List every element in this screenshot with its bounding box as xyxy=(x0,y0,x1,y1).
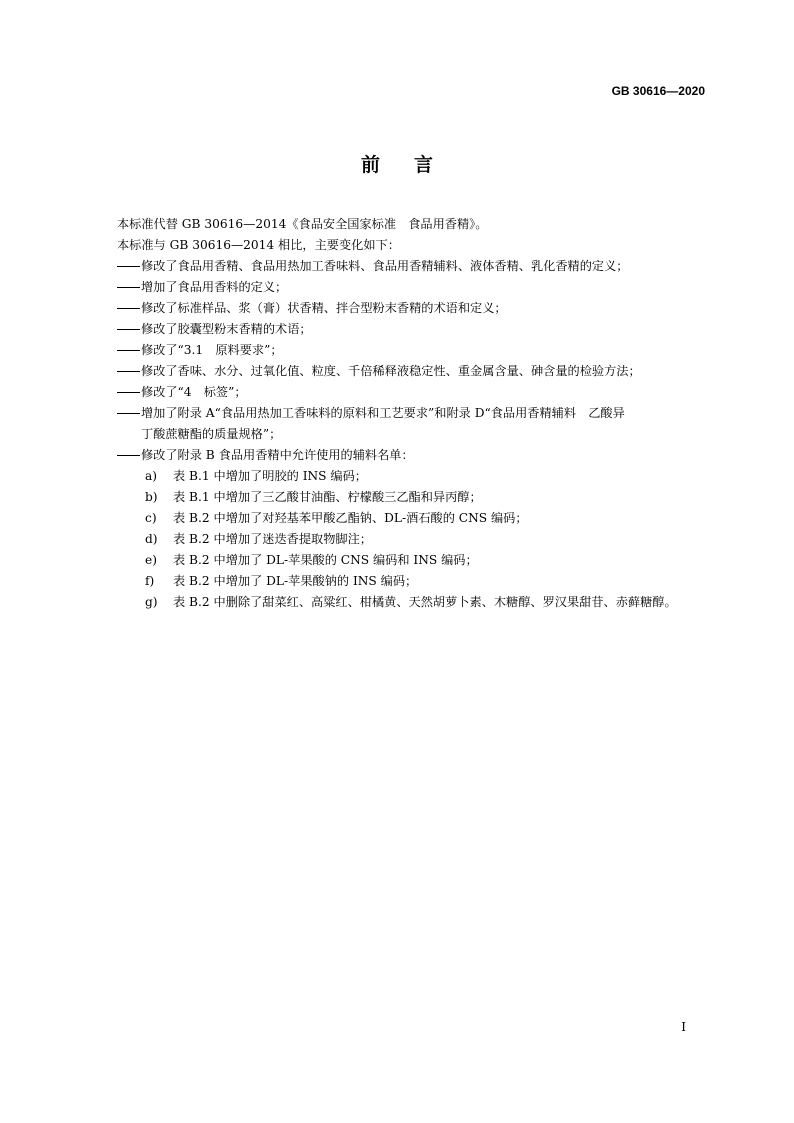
change-item-continuation: 丁酸蔗糖酯的质量规格”； xyxy=(141,427,282,441)
change-item xyxy=(117,256,707,277)
sub-list-item xyxy=(117,571,707,592)
standard-number: GB 30616—2020 xyxy=(611,84,705,98)
change-item xyxy=(117,298,707,319)
change-item xyxy=(117,445,707,466)
change-item-text: 修改了“4 标签”； xyxy=(141,385,247,399)
sub-list-letter: e) xyxy=(145,553,157,567)
sub-list-item xyxy=(117,592,707,613)
change-item-text: 修改了胶囊型粉末香精的术语； xyxy=(141,322,312,336)
dash-mark xyxy=(117,382,141,403)
dash-mark xyxy=(117,277,141,298)
paragraph-comparison: 本标准与 GB 30616—2014 相比，主要变化如下： xyxy=(117,238,400,252)
paragraph-replacement: 本标准代替 GB 30616—2014《食品安全国家标准 食品用香精》。 xyxy=(117,217,488,231)
change-item-text: 修改了食品用香精、食品用热加工香味料、食品用香精辅料、液体香精、乳化香精的定义； xyxy=(141,259,629,273)
sub-list-letter: a) xyxy=(145,469,158,483)
page-number: I xyxy=(681,1020,686,1034)
change-item-text: 增加了附录 A“食品用热加工香味料的原料和工艺要求”和附录 D“食品用香精辅料 乙酸异 xyxy=(141,406,625,420)
sub-list-item xyxy=(117,550,707,571)
change-item xyxy=(117,340,707,361)
dash-mark xyxy=(117,361,141,382)
foreword-content xyxy=(117,214,707,613)
dash-mark xyxy=(117,298,141,319)
sub-list-letter: d) xyxy=(145,532,158,546)
sub-list-text: 表 B.1 中增加了明胶的 INS 编码； xyxy=(173,469,367,483)
sub-list-letter: f) xyxy=(145,574,155,588)
change-item-text: 修改了“3.1 原料要求”； xyxy=(141,343,283,357)
sub-list-text: 表 B.2 中增加了对羟基苯甲酸乙酯钠、DL-酒石酸的 CNS 编码； xyxy=(173,511,528,525)
sub-list-item xyxy=(117,487,707,508)
sub-list-text: 表 B.2 中增加了 DL-苹果酸钠的 INS 编码； xyxy=(173,574,418,588)
sub-list-text: 表 B.1 中增加了三乙酸甘油酯、柠檬酸三乙酯和异丙醇； xyxy=(173,490,482,504)
sub-list-text: 表 B.2 中增加了迷迭香提取物脚注； xyxy=(173,532,372,546)
sub-list-letter: c) xyxy=(145,511,157,525)
change-item-text: 修改了标准样品、浆（膏）状香精、拌合型粉末香精的术语和定义； xyxy=(141,301,507,315)
sub-list-letter: g) xyxy=(145,595,158,609)
change-item-text: 增加了食品用香料的定义； xyxy=(141,280,288,294)
dash-mark xyxy=(117,319,141,340)
change-item xyxy=(117,277,707,298)
sub-list-item xyxy=(117,466,707,487)
sub-list-text: 表 B.2 中删除了甜菜红、高粱红、柑橘黄、天然胡萝卜素、木糖醇、罗汉果甜苷、赤藓糖醇。 xyxy=(173,595,677,609)
change-item xyxy=(117,382,707,403)
change-item-text: 修改了香味、水分、过氧化值、粒度、千倍稀释液稳定性、重金属含量、砷含量的检验方法； xyxy=(141,364,641,378)
page-title: 前言 xyxy=(360,154,467,176)
dash-mark xyxy=(117,445,141,466)
dash-mark xyxy=(117,256,141,277)
change-item-text: 修改了附录 B 食品用香精中允许使用的辅料名单： xyxy=(141,448,414,462)
sub-list-item xyxy=(117,529,707,550)
sub-list-item xyxy=(117,508,707,529)
sub-list-text: 表 B.2 中增加了 DL-苹果酸的 CNS 编码和 INS 编码； xyxy=(173,553,478,567)
change-item xyxy=(117,403,707,424)
change-item xyxy=(117,319,707,340)
dash-mark xyxy=(117,340,141,361)
sub-list-letter: b) xyxy=(145,490,158,504)
dash-mark xyxy=(117,403,141,424)
change-item xyxy=(117,361,707,382)
